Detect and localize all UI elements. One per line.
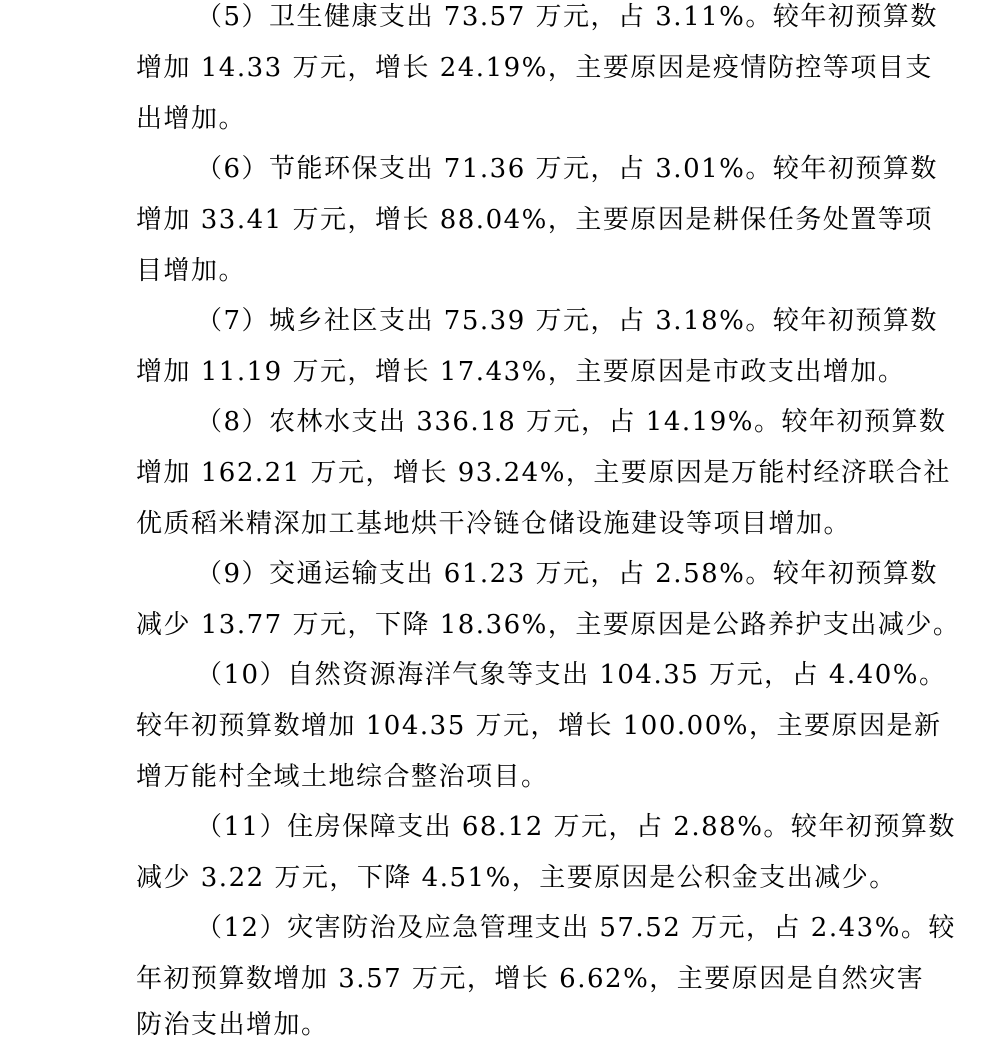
- text-line: 年初预算数增加 3.57 万元，增长 6.62%，主要原因是自然灾害: [136, 964, 925, 994]
- text-line: 优质稻米精深加工基地烘干冷链仓储设施建设等项目增加。: [136, 509, 852, 539]
- text-line: 减少 3.22 万元，下降 4.51%，主要原因是公积金支出减少。: [136, 863, 897, 893]
- text-line: （10）自然资源海洋气象等支出 104.35 万元，占 4.40%。: [196, 660, 947, 690]
- text-line: 减少 13.77 万元，下降 18.36%，主要原因是公路养护支出减少。: [136, 610, 961, 640]
- text-line: 增加 33.41 万元，增长 88.04%，主要原因是耕保任务处置等项: [136, 205, 933, 235]
- text-line: 增加 11.19 万元，增长 17.43%，主要原因是市政支出增加。: [136, 357, 906, 387]
- text-line: 增加 162.21 万元，增长 93.24%，主要原因是万能村经济联合社: [136, 458, 951, 488]
- text-line: （9）交通运输支出 61.23 万元，占 2.58%。较年初预算数: [196, 559, 938, 589]
- text-line: （5）卫生健康支出 73.57 万元，占 3.11%。较年初预算数: [196, 2, 938, 32]
- text-line: 较年初预算数增加 104.35 万元，增长 100.00%，主要原因是新: [136, 711, 942, 741]
- text-line: 增加 14.33 万元，增长 24.19%，主要原因是疫情防控等项目支: [136, 53, 933, 83]
- text-line: 目增加。: [136, 256, 247, 286]
- text-line: 防治支出增加。: [136, 1010, 329, 1040]
- text-line: 增万能村全域土地综合整治项目。: [136, 762, 549, 792]
- text-line: （6）节能环保支出 71.36 万元，占 3.01%。较年初预算数: [196, 154, 938, 184]
- text-line: 出增加。: [136, 104, 247, 134]
- text-line: （12）灾害防治及应急管理支出 57.52 万元，占 2.43%。较: [196, 913, 956, 943]
- text-line: （8）农林水支出 336.18 万元，占 14.19%。较年初预算数: [196, 407, 947, 437]
- text-line: （7）城乡社区支出 75.39 万元，占 3.18%。较年初预算数: [196, 306, 938, 336]
- text-line: （11）住房保障支出 68.12 万元，占 2.88%。较年初预算数: [196, 812, 956, 842]
